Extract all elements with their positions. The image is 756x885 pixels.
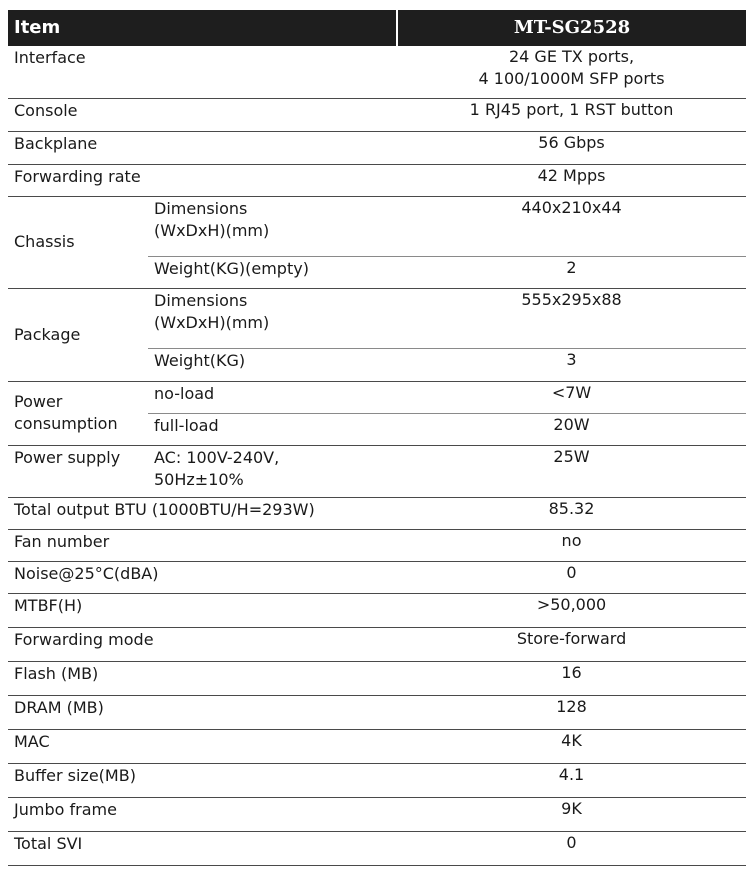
power-consumption-line2: consumption [14, 414, 118, 433]
power-supply-sub [148, 445, 397, 497]
noload-value: <7W [397, 381, 746, 413]
interface-value-line2: 4 100/1000M SFP ports [478, 69, 665, 88]
row-buffer [8, 763, 746, 797]
chassis-label: Chassis [8, 196, 148, 288]
row-mac [8, 729, 746, 763]
row-interface [8, 46, 746, 98]
fullload-value: 20W [397, 413, 746, 445]
mtbf-label: MTBF(H) [8, 593, 397, 627]
package-weight-value: 3 [397, 348, 746, 381]
row-noise [8, 561, 746, 593]
flash-label: Flash (MB) [8, 661, 397, 695]
svi-value: 0 [397, 831, 746, 865]
package-dimensions-line1: Dimensions [154, 290, 248, 310]
forwarding-rate-label: Forwarding rate [8, 164, 397, 196]
spec-table [8, 10, 746, 866]
power-consumption-line1: Power [14, 392, 63, 411]
chassis-dimensions-line1: Dimensions [154, 198, 248, 218]
package-weight-label: Weight(KG) [148, 348, 397, 381]
package-dimensions-value: 555x295x88 [397, 288, 746, 348]
forwarding-mode-value: Store-forward [397, 627, 746, 661]
total-btu-label: Total output BTU (1000BTU/H=293W) [8, 497, 397, 529]
interface-value [397, 46, 746, 98]
buffer-value: 4.1 [397, 763, 746, 797]
row-fan-number [8, 529, 746, 561]
row-total-btu [8, 497, 746, 529]
row-forwarding-rate [8, 164, 746, 196]
total-btu-value: 85.32 [397, 497, 746, 529]
backplane-label: Backplane [8, 131, 397, 164]
mac-value: 4K [397, 729, 746, 763]
package-dimensions-line2: (WxDxH)(mm) [154, 312, 270, 332]
mac-label: MAC [8, 729, 397, 763]
backplane-value: 56 Gbps [397, 131, 746, 164]
chassis-dimensions-value: 440x210x44 [397, 196, 746, 256]
chassis-dimensions-label [148, 196, 397, 256]
console-value: 1 RJ45 port, 1 RST button [397, 98, 746, 131]
row-svi [8, 831, 746, 865]
power-supply-value: 25W [397, 445, 746, 497]
jumbo-value: 9K [397, 797, 746, 831]
package-dimensions-label [148, 288, 397, 348]
interface-label: Interface [8, 46, 397, 98]
row-jumbo [8, 797, 746, 831]
power-supply-sub-line2: 50Hz±10% [154, 469, 244, 489]
console-label: Console [8, 98, 397, 131]
row-console [8, 98, 746, 131]
dram-value: 128 [397, 695, 746, 729]
row-power-noload [8, 381, 746, 413]
row-backplane [8, 131, 746, 164]
noise-value: 0 [397, 561, 746, 593]
row-dram [8, 695, 746, 729]
interface-value-line1: 24 GE TX ports, [508, 47, 635, 66]
noise-label: Noise@25°C(dBA) [8, 561, 397, 593]
fan-number-value: no [397, 529, 746, 561]
chassis-weight-value: 2 [397, 256, 746, 288]
power-supply-sub-line1: AC: 100V-240V, [154, 447, 280, 467]
noload-label: no-load [148, 381, 397, 413]
fan-number-label: Fan number [8, 529, 397, 561]
forwarding-rate-value: 42 Mpps [397, 164, 746, 196]
forwarding-mode-label: Forwarding mode [8, 627, 397, 661]
row-power-supply [8, 445, 746, 497]
model-header: MT-SG2528 [397, 10, 746, 46]
power-supply-label: Power supply [8, 445, 148, 497]
package-label: Package [8, 288, 148, 381]
chassis-weight-label: Weight(KG)(empty) [148, 256, 397, 288]
dram-label: DRAM (MB) [8, 695, 397, 729]
row-flash [8, 661, 746, 695]
header-row [8, 10, 746, 46]
flash-value: 16 [397, 661, 746, 695]
item-header: Item [8, 10, 397, 46]
power-consumption-label [8, 381, 148, 445]
chassis-dimensions-line2: (WxDxH)(mm) [154, 220, 270, 240]
row-chassis-dimensions [8, 196, 746, 256]
jumbo-label: Jumbo frame [8, 797, 397, 831]
buffer-label: Buffer size(MB) [8, 763, 397, 797]
mtbf-value: >50,000 [397, 593, 746, 627]
row-package-dimensions [8, 288, 746, 348]
row-mtbf [8, 593, 746, 627]
row-forwarding-mode [8, 627, 746, 661]
svi-label: Total SVI [8, 831, 397, 865]
fullload-label: full-load [148, 413, 397, 445]
